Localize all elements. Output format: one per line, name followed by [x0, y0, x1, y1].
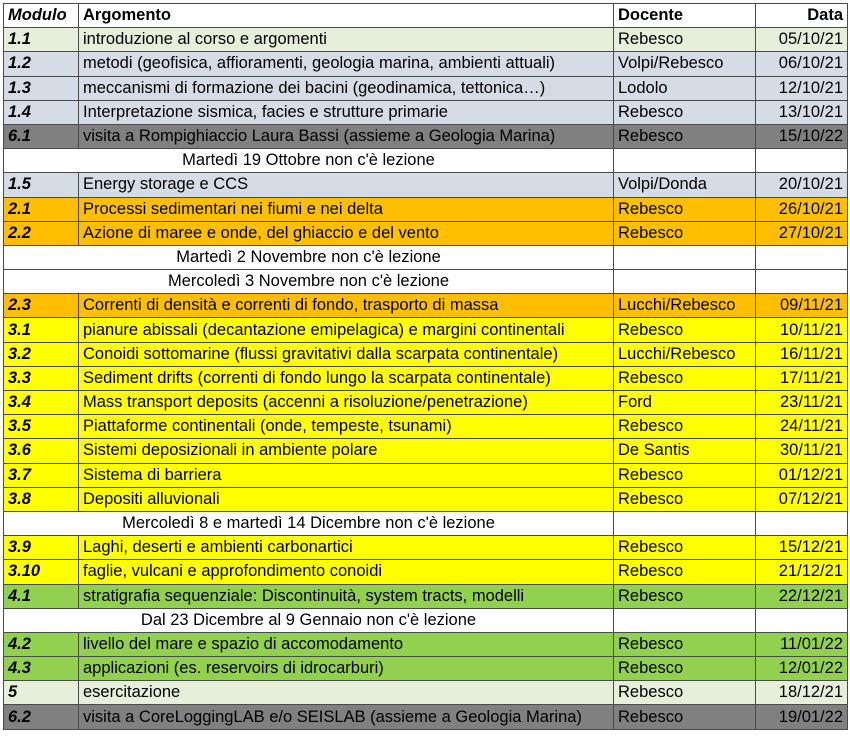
- modulo-cell: 3.8: [4, 487, 79, 511]
- lesson-row: [4, 536, 848, 560]
- docente-cell: Rebesco: [614, 487, 756, 511]
- header-argomento: Argomento: [79, 4, 614, 28]
- lesson-row: [4, 28, 848, 52]
- lesson-row: [4, 318, 848, 342]
- argomento-cell: Azione di maree e onde, del ghiaccio e del vento: [79, 221, 614, 245]
- argomento-cell: stratigrafia sequenziale: Discontinuità, system tracts, modelli: [79, 584, 614, 608]
- data-cell: 16/11/21: [756, 342, 848, 366]
- argomento-cell: Mass transport deposits (accenni a risoluzione/penetrazione): [79, 391, 614, 415]
- docente-cell: Rebesco: [614, 705, 756, 729]
- docente-cell: Rebesco: [614, 560, 756, 584]
- modulo-cell: 3.10: [4, 560, 79, 584]
- schedule-table: [3, 3, 848, 730]
- docente-cell: Rebesco: [614, 536, 756, 560]
- no-lesson-note: Mercoledì 8 e martedì 14 Dicembre non c'è lezione: [4, 511, 614, 535]
- no-lesson-row: [4, 245, 848, 269]
- modulo-cell: 1.5: [4, 173, 79, 197]
- header-data: Data: [756, 4, 848, 28]
- docente-cell: Rebesco: [614, 100, 756, 124]
- argomento-cell: faglie, vulcani e approfondimento conoidi: [79, 560, 614, 584]
- docente-cell: Rebesco: [614, 415, 756, 439]
- empty-docente-cell: [614, 608, 756, 632]
- modulo-cell: 4.2: [4, 632, 79, 656]
- argomento-cell: introduzione al corso e argomenti: [79, 28, 614, 52]
- modulo-cell: 1.2: [4, 52, 79, 76]
- lesson-row: [4, 100, 848, 124]
- data-cell: 17/11/21: [756, 366, 848, 390]
- docente-cell: Rebesco: [614, 657, 756, 681]
- argomento-cell: Piattaforme continentali (onde, tempeste, tsunami): [79, 415, 614, 439]
- data-cell: 07/12/21: [756, 487, 848, 511]
- argomento-cell: visita a CoreLoggingLAB e/o SEISLAB (assieme a Geologia Marina): [79, 705, 614, 729]
- modulo-cell: 4.1: [4, 584, 79, 608]
- empty-data-cell: [756, 270, 848, 294]
- argomento-cell: Correnti di densità e correnti di fondo, trasporto di massa: [79, 294, 614, 318]
- data-cell: 18/12/21: [756, 681, 848, 705]
- modulo-cell: 1.3: [4, 76, 79, 100]
- argomento-cell: Sistema di barriera: [79, 463, 614, 487]
- data-cell: 01/12/21: [756, 463, 848, 487]
- docente-cell: Rebesco: [614, 124, 756, 148]
- argomento-cell: esercitazione: [79, 681, 614, 705]
- modulo-cell: 1.1: [4, 28, 79, 52]
- header-modulo: Modulo: [4, 4, 79, 28]
- empty-data-cell: [756, 245, 848, 269]
- docente-cell: Rebesco: [614, 366, 756, 390]
- lesson-row: [4, 560, 848, 584]
- argomento-cell: Depositi alluvionali: [79, 487, 614, 511]
- argomento-cell: Sistemi deposizionali in ambiente polare: [79, 439, 614, 463]
- modulo-cell: 3.6: [4, 439, 79, 463]
- lesson-row: [4, 463, 848, 487]
- modulo-cell: 2.2: [4, 221, 79, 245]
- data-cell: 27/10/21: [756, 221, 848, 245]
- empty-data-cell: [756, 511, 848, 535]
- docente-cell: Rebesco: [614, 221, 756, 245]
- modulo-cell: 3.5: [4, 415, 79, 439]
- data-cell: 22/12/21: [756, 584, 848, 608]
- empty-docente-cell: [614, 245, 756, 269]
- lesson-row: [4, 439, 848, 463]
- docente-cell: Rebesco: [614, 28, 756, 52]
- lesson-row: [4, 76, 848, 100]
- data-cell: 11/01/22: [756, 632, 848, 656]
- argomento-cell: meccanismi di formazione dei bacini (geodinamica, tettonica…): [79, 76, 614, 100]
- empty-data-cell: [756, 608, 848, 632]
- no-lesson-row: [4, 270, 848, 294]
- argomento-cell: Conoidi sottomarine (flussi gravitativi dalla scarpata continentale): [79, 342, 614, 366]
- modulo-cell: 3.3: [4, 366, 79, 390]
- lesson-row: [4, 342, 848, 366]
- schedule-body: [4, 28, 848, 729]
- empty-data-cell: [756, 149, 848, 173]
- modulo-cell: 4.3: [4, 657, 79, 681]
- data-cell: 12/10/21: [756, 76, 848, 100]
- lesson-row: [4, 391, 848, 415]
- argomento-cell: Energy storage e CCS: [79, 173, 614, 197]
- modulo-cell: 3.9: [4, 536, 79, 560]
- no-lesson-row: [4, 608, 848, 632]
- modulo-cell: 6.1: [4, 124, 79, 148]
- lesson-row: [4, 415, 848, 439]
- modulo-cell: 2.1: [4, 197, 79, 221]
- lesson-row: [4, 366, 848, 390]
- data-cell: 20/10/21: [756, 173, 848, 197]
- argomento-cell: Laghi, deserti e ambienti carbonartici: [79, 536, 614, 560]
- docente-cell: De Santis: [614, 439, 756, 463]
- data-cell: 30/11/21: [756, 439, 848, 463]
- data-cell: 06/10/21: [756, 52, 848, 76]
- header-docente: Docente: [614, 4, 756, 28]
- header-row: [4, 4, 848, 28]
- docente-cell: Rebesco: [614, 318, 756, 342]
- argomento-cell: pianure abissali (decantazione emipelagica) e margini continentali: [79, 318, 614, 342]
- docente-cell: Lodolo: [614, 76, 756, 100]
- docente-cell: Volpi/Rebesco: [614, 52, 756, 76]
- data-cell: 12/01/22: [756, 657, 848, 681]
- docente-cell: Ford: [614, 391, 756, 415]
- modulo-cell: 3.7: [4, 463, 79, 487]
- argomento-cell: applicazioni (es. reservoirs di idrocarburi): [79, 657, 614, 681]
- data-cell: 23/11/21: [756, 391, 848, 415]
- docente-cell: Rebesco: [614, 632, 756, 656]
- data-cell: 21/12/21: [756, 560, 848, 584]
- no-lesson-note: Dal 23 Dicembre al 9 Gennaio non c'è lezione: [4, 608, 614, 632]
- empty-docente-cell: [614, 270, 756, 294]
- data-cell: 26/10/21: [756, 197, 848, 221]
- empty-docente-cell: [614, 149, 756, 173]
- no-lesson-row: [4, 511, 848, 535]
- lesson-row: [4, 681, 848, 705]
- data-cell: 24/11/21: [756, 415, 848, 439]
- lesson-row: [4, 173, 848, 197]
- lesson-row: [4, 705, 848, 729]
- lesson-row: [4, 294, 848, 318]
- lesson-row: [4, 221, 848, 245]
- docente-cell: Rebesco: [614, 463, 756, 487]
- modulo-cell: 5: [4, 681, 79, 705]
- no-lesson-row: [4, 149, 848, 173]
- argomento-cell: Interpretazione sismica, facies e strutture primarie: [79, 100, 614, 124]
- docente-cell: Lucchi/Rebesco: [614, 294, 756, 318]
- argomento-cell: Sediment drifts (correnti di fondo lungo la scarpata continentale): [79, 366, 614, 390]
- data-cell: 19/01/22: [756, 705, 848, 729]
- lesson-row: [4, 632, 848, 656]
- data-cell: 09/11/21: [756, 294, 848, 318]
- no-lesson-note: Martedì 19 Ottobre non c'è lezione: [4, 149, 614, 173]
- modulo-cell: 3.1: [4, 318, 79, 342]
- data-cell: 13/10/21: [756, 100, 848, 124]
- lesson-row: [4, 52, 848, 76]
- data-cell: 15/12/21: [756, 536, 848, 560]
- docente-cell: Rebesco: [614, 584, 756, 608]
- docente-cell: Volpi/Donda: [614, 173, 756, 197]
- data-cell: 10/11/21: [756, 318, 848, 342]
- data-cell: 05/10/21: [756, 28, 848, 52]
- modulo-cell: 3.4: [4, 391, 79, 415]
- argomento-cell: livello del mare e spazio di accomodamento: [79, 632, 614, 656]
- modulo-cell: 6.2: [4, 705, 79, 729]
- docente-cell: Rebesco: [614, 197, 756, 221]
- docente-cell: Rebesco: [614, 681, 756, 705]
- lesson-row: [4, 584, 848, 608]
- lesson-row: [4, 487, 848, 511]
- empty-docente-cell: [614, 511, 756, 535]
- argomento-cell: Processi sedimentari nei fiumi e nei delta: [79, 197, 614, 221]
- modulo-cell: 3.2: [4, 342, 79, 366]
- data-cell: 15/10/22: [756, 124, 848, 148]
- lesson-row: [4, 197, 848, 221]
- lesson-row: [4, 657, 848, 681]
- lesson-row: [4, 124, 848, 148]
- argomento-cell: visita a Rompighiaccio Laura Bassi (assieme a Geologia Marina): [79, 124, 614, 148]
- no-lesson-note: Martedì 2 Novembre non c'è lezione: [4, 245, 614, 269]
- argomento-cell: metodi (geofisica, affioramenti, geologia marina, ambienti attuali): [79, 52, 614, 76]
- modulo-cell: 2.3: [4, 294, 79, 318]
- docente-cell: Lucchi/Rebesco: [614, 342, 756, 366]
- no-lesson-note: Mercoledì 3 Novembre non c'è lezione: [4, 270, 614, 294]
- modulo-cell: 1.4: [4, 100, 79, 124]
